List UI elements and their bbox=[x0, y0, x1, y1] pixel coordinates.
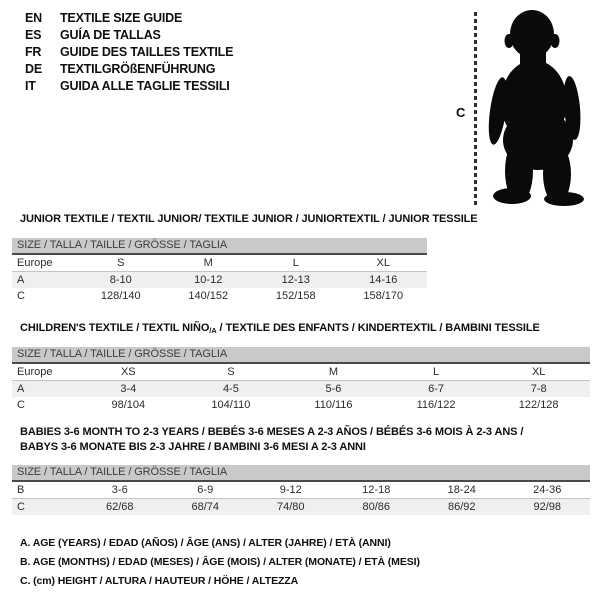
height-cell: 68/74 bbox=[191, 501, 220, 513]
note-age-months: B. AGE (MONTHS) / EDAD (MESES) / ÂGE (MOIS) / ALTER (MONATE) / ETÀ (MESI) bbox=[20, 556, 420, 568]
note-age-years: A. AGE (YEARS) / EDAD (AÑOS) / ÂGE (ANS) / ALTER (JAHRE) / ETÀ (ANNI) bbox=[20, 537, 391, 549]
age-cell: 24-36 bbox=[533, 484, 562, 496]
children-title-post: / TEXTILE DES ENFANTS / KINDERTEXTIL / BAMBINI TESSILE bbox=[216, 322, 540, 334]
row-label: Europe bbox=[17, 257, 53, 269]
children-title-pre: CHILDREN'S TEXTILE / TEXTIL NIÑO bbox=[20, 322, 210, 334]
junior-size-table bbox=[12, 238, 427, 304]
language-title-list bbox=[25, 10, 233, 95]
age-cell: 8-10 bbox=[109, 274, 132, 286]
row-label: C bbox=[17, 290, 25, 302]
size-header-bar: SIZE / TALLA / TAILLE / GRÖSSE / TAGLIA bbox=[12, 347, 590, 364]
height-cell: 80/86 bbox=[362, 501, 391, 513]
language-code: ES bbox=[25, 28, 42, 42]
table-row-height bbox=[12, 288, 427, 304]
language-row-es bbox=[25, 27, 233, 44]
language-code: IT bbox=[25, 79, 36, 93]
size-cell: M bbox=[203, 257, 213, 269]
row-label: B bbox=[17, 484, 25, 496]
table-row-height bbox=[12, 397, 590, 413]
height-dashed-line bbox=[474, 12, 477, 207]
age-cell: 6-7 bbox=[428, 383, 445, 395]
age-cell: 18-24 bbox=[447, 484, 476, 496]
age-cell: 10-12 bbox=[194, 274, 223, 286]
size-header-bar: SIZE / TALLA / TAILLE / GRÖSSE / TAGLIA bbox=[12, 465, 590, 482]
table-row-europe bbox=[12, 364, 590, 381]
size-cell: XS bbox=[120, 366, 136, 378]
language-code: FR bbox=[25, 45, 42, 59]
size-cell: L bbox=[292, 257, 299, 269]
language-row-fr bbox=[25, 44, 233, 61]
age-cell: 7-8 bbox=[530, 383, 547, 395]
size-cell: M bbox=[328, 366, 339, 378]
size-cell: XL bbox=[531, 366, 546, 378]
language-row-en bbox=[25, 10, 233, 27]
row-label: A bbox=[17, 383, 25, 395]
height-cell: 92/98 bbox=[533, 501, 562, 513]
height-cell: 158/170 bbox=[363, 290, 404, 302]
language-label: TEXTILE SIZE GUIDE bbox=[60, 11, 183, 25]
table-row-europe bbox=[12, 255, 427, 272]
height-cell: 116/122 bbox=[416, 399, 456, 411]
height-cell: 128/140 bbox=[100, 290, 141, 302]
row-label: A bbox=[17, 274, 25, 286]
table-row-height bbox=[12, 499, 590, 515]
height-cell: 152/158 bbox=[275, 290, 316, 302]
children-size-table bbox=[12, 347, 590, 413]
age-cell: 3-4 bbox=[120, 383, 137, 395]
age-cell: 3-6 bbox=[111, 484, 128, 496]
height-cell: 74/80 bbox=[276, 501, 305, 513]
height-marker-label: C bbox=[456, 105, 466, 120]
children-title-subscript: /A bbox=[209, 326, 217, 335]
table-row-age-months bbox=[12, 482, 590, 499]
language-code: EN bbox=[25, 11, 42, 25]
language-label: TEXTILGRÖßENFÜHRUNG bbox=[60, 62, 216, 76]
age-cell: 9-12 bbox=[279, 484, 302, 496]
size-cell: S bbox=[117, 257, 125, 269]
height-cell: 122/128 bbox=[518, 399, 559, 411]
note-height-cm: C. (cm) HEIGHT / ALTURA / HAUTEUR / HÖHE / ALTEZZA bbox=[20, 575, 299, 587]
baby-silhouette-icon bbox=[486, 8, 598, 206]
babies-table-title bbox=[20, 425, 523, 455]
height-cell: 62/68 bbox=[105, 501, 134, 513]
children-table-title bbox=[20, 321, 540, 338]
height-cell: 140/152 bbox=[188, 290, 229, 302]
size-header-bar: SIZE / TALLA / TAILLE / GRÖSSE / TAGLIA bbox=[12, 238, 427, 255]
age-cell: 4-5 bbox=[222, 383, 239, 395]
table-row-age bbox=[12, 272, 427, 288]
babies-title-line2: BABYS 3-6 MONATE BIS 2-3 JAHRE / BAMBINI 3-6 MESI A 2-3 ANNI bbox=[20, 441, 366, 453]
age-cell: 12-18 bbox=[362, 484, 391, 496]
junior-table-title: JUNIOR TEXTILE / TEXTIL JUNIOR/ TEXTILE JUNIOR / JUNIORTEXTIL / JUNIOR TESSILE bbox=[20, 213, 478, 225]
babies-title-line1: BABIES 3-6 MONTH TO 2-3 YEARS / BEBÉS 3-6 MESES A 2-3 AÑOS / BÉBÉS 3-6 MOIS À 2-3 ANS / bbox=[20, 426, 524, 438]
height-cell: 110/116 bbox=[314, 399, 353, 411]
legend-notes bbox=[20, 534, 420, 591]
age-cell: 5-6 bbox=[325, 383, 342, 395]
size-cell: XL bbox=[376, 257, 390, 269]
age-cell: 12-13 bbox=[281, 274, 310, 286]
age-cell: 6-9 bbox=[197, 484, 214, 496]
language-code: DE bbox=[25, 62, 42, 76]
height-cell: 104/110 bbox=[211, 399, 251, 411]
language-row-it bbox=[25, 78, 233, 95]
age-cell: 14-16 bbox=[369, 274, 398, 286]
row-label: C bbox=[17, 501, 25, 513]
row-label: Europe bbox=[17, 366, 53, 378]
table-row-age bbox=[12, 381, 590, 397]
language-label: GUIDA ALLE TAGLIE TESSILI bbox=[60, 79, 230, 93]
size-cell: L bbox=[433, 366, 440, 378]
language-row-de bbox=[25, 61, 233, 78]
height-cell: 98/104 bbox=[111, 399, 146, 411]
babies-size-table bbox=[12, 465, 590, 515]
language-label: GUÍA DE TALLAS bbox=[60, 28, 161, 42]
height-cell: 86/92 bbox=[447, 501, 476, 513]
size-cell: S bbox=[227, 366, 235, 378]
language-label: GUIDE DES TAILLES TEXTILE bbox=[60, 45, 234, 59]
row-label: C bbox=[17, 399, 25, 411]
